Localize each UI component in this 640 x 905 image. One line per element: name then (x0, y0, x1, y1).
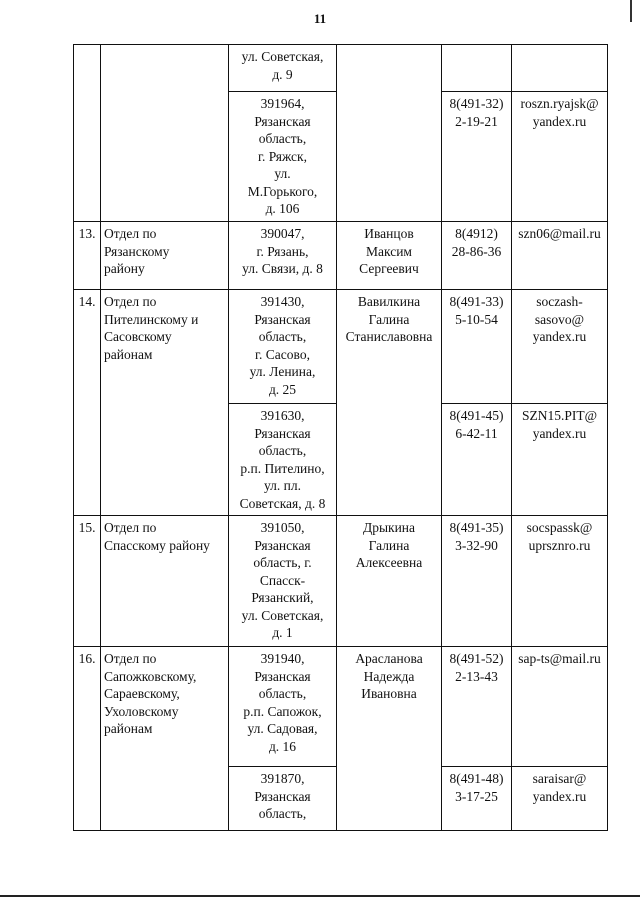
phone-cell (442, 92, 512, 222)
head-line: Галина (368, 311, 410, 327)
address-cell (229, 404, 337, 516)
address-line: область, (258, 806, 307, 821)
address-line: Рязанская (254, 425, 311, 441)
phone-line: 5-10-54 (455, 311, 498, 327)
phone-line: 8(491-32) (449, 96, 504, 111)
email-line: yandex.ru (532, 329, 587, 344)
address-line: Рязанская (254, 668, 311, 684)
address-line: область, г. (253, 555, 312, 570)
address-line: ул. пл. (264, 478, 301, 493)
address-line: Советская, д. 8 (239, 495, 326, 511)
department-line: Сасовскому (104, 329, 172, 344)
address-line: 390047, (260, 226, 305, 241)
head-line: Максим (366, 243, 412, 259)
address-line: 391630, (260, 408, 305, 423)
contacts-table (73, 44, 608, 831)
head-name (337, 290, 442, 516)
email-cell (512, 92, 608, 222)
department-line: району (104, 261, 145, 276)
address-line: ул. (274, 166, 291, 181)
address-line: д. 106 (265, 201, 300, 216)
phone-cell (442, 290, 512, 404)
email-line: yandex.ru (532, 788, 587, 804)
email-cell (512, 767, 608, 831)
phone-line: 8(491-35) (449, 520, 504, 535)
phone-line: 8(491-48) (449, 771, 504, 786)
address-line: д. 9 (272, 66, 293, 82)
phone-line: 2-19-21 (455, 113, 498, 129)
phone-line: 6-42-11 (455, 425, 498, 441)
email-cell (512, 290, 608, 404)
address-line: ул. Ленина, (249, 364, 316, 379)
email-line: sap-ts@mail.ru (518, 651, 601, 666)
department-line: Отдел по (104, 226, 157, 241)
email-line: sasovo@ (534, 311, 585, 327)
address-line: 391050, (260, 520, 305, 535)
address-line: д. 25 (268, 381, 297, 397)
head-name (337, 222, 442, 290)
address-cell (229, 222, 337, 290)
phone-line: 2-13-43 (455, 668, 498, 684)
address-line: Рязанский, (251, 590, 314, 605)
address-line: р.п. Пителино, (240, 460, 325, 476)
email-line: szn06@mail.ru (518, 226, 601, 241)
address-line: ул. Советская, (241, 607, 324, 623)
head-line: Дрыкина (362, 520, 416, 535)
address-cell (229, 92, 337, 222)
department-name (101, 290, 229, 516)
address-line: область, (258, 686, 307, 701)
head-line: Надежда (363, 668, 415, 684)
head-name (337, 647, 442, 831)
address-line: Рязанская (254, 311, 311, 327)
department-name (101, 45, 229, 222)
email-line: roszn.ryajsk@ (520, 96, 599, 111)
department-line: Рязанскому (104, 243, 170, 259)
email-cell (512, 45, 608, 92)
phone-line: 8(491-52) (449, 651, 504, 666)
row-number: 14. (74, 290, 101, 516)
address-cell (229, 290, 337, 404)
page-edge-mark (630, 0, 632, 22)
address-line: г. Сасово, (255, 346, 310, 362)
email-line: yandex.ru (532, 425, 587, 441)
head-line: Галина (368, 537, 410, 553)
phone-line: 3-32-90 (455, 537, 498, 553)
row-number (74, 45, 101, 222)
head-line: Иванцов (364, 226, 414, 241)
head-line: Станиславовна (345, 329, 433, 344)
address-line: 391870, (260, 771, 305, 786)
table-row (74, 222, 608, 290)
page-number: 11 (313, 11, 327, 26)
email-cell (512, 222, 608, 290)
address-line: 391964, (260, 96, 305, 111)
address-line: г. Ряжск, (258, 148, 307, 164)
address-line: ул. Садовая, (247, 721, 318, 736)
department-line: Отдел по (104, 651, 157, 666)
email-cell (512, 404, 608, 516)
department-line: Ухоловскому (104, 703, 179, 719)
address-cell (229, 516, 337, 647)
address-line: 391430, (260, 294, 305, 309)
department-line: районам (104, 721, 153, 736)
head-line: Алексеевна (355, 555, 423, 570)
email-line: socspassk@ (526, 520, 593, 535)
phone-cell (442, 45, 512, 92)
head-line: Ивановна (361, 686, 417, 701)
row-number: 15. (74, 516, 101, 647)
row-number: 16. (74, 647, 101, 831)
row-number: 13. (74, 222, 101, 290)
department-line: Спасскому району (104, 537, 210, 553)
email-cell (512, 516, 608, 647)
email-cell (512, 647, 608, 767)
table-row (74, 516, 608, 647)
head-line: Арасланова (355, 651, 423, 666)
address-cell (229, 767, 337, 831)
head-line: Сергеевич (359, 261, 419, 276)
address-line: Спасск- (259, 572, 306, 588)
department-name (101, 222, 229, 290)
address-line: ул. Связи, д. 8 (242, 261, 323, 276)
department-line: Отдел по (104, 520, 157, 535)
table-row (74, 290, 608, 404)
department-name (101, 516, 229, 647)
phone-line: 3-17-25 (455, 788, 498, 804)
phone-line: 8(4912) (455, 226, 498, 241)
address-cell (229, 647, 337, 767)
address-line: г. Рязань, (256, 243, 309, 259)
email-line: uprsznro.ru (528, 537, 591, 553)
address-line: область, (258, 131, 307, 146)
phone-cell (442, 647, 512, 767)
head-name (337, 516, 442, 647)
address-line: Рязанская (254, 113, 311, 129)
department-line: Пителинскому и (104, 311, 199, 327)
table-row (74, 647, 608, 767)
phone-line: 8(491-45) (449, 408, 504, 423)
department-line: Сараевскому, (104, 686, 180, 701)
email-line: yandex.ru (532, 113, 587, 129)
address-line: М.Горького, (247, 183, 318, 199)
address-line: ул. Советская, (241, 49, 324, 64)
department-line: Сапожковскому, (104, 668, 197, 684)
head-name (337, 45, 442, 222)
email-line: soczash- (536, 294, 583, 309)
table-row (74, 45, 608, 92)
department-line: Отдел по (104, 294, 157, 309)
address-line: область, (258, 329, 307, 344)
bottom-rule (0, 895, 640, 897)
address-line: д. 16 (268, 738, 297, 754)
phone-cell (442, 516, 512, 647)
department-name (101, 647, 229, 831)
address-line: р.п. Сапожок, (243, 703, 322, 719)
email-line: saraisar@ (532, 771, 587, 786)
phone-cell (442, 404, 512, 516)
address-line: Рязанская (254, 537, 311, 553)
head-line: Вавилкина (357, 294, 421, 309)
address-line: д. 1 (272, 625, 293, 640)
email-line: SZN15.PIT@ (521, 408, 598, 423)
phone-cell (442, 222, 512, 290)
address-line: 391940, (260, 651, 305, 666)
address-cell (229, 45, 337, 92)
phone-line: 8(491-33) (449, 294, 504, 309)
address-line: область, (258, 443, 307, 458)
department-line: районам (104, 346, 153, 362)
address-line: Рязанская (254, 788, 311, 804)
phone-line: 28-86-36 (451, 243, 502, 259)
phone-cell (442, 767, 512, 831)
